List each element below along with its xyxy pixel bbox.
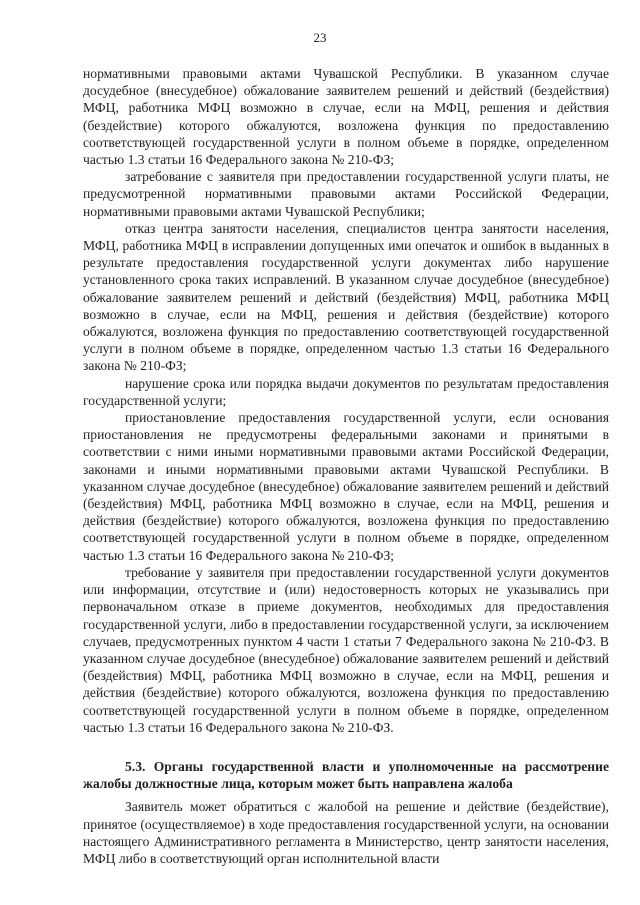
paragraph-correction-refusal: отказ центра занятости населения, специалистов центра занятости населения, МФЦ, работника МФЦ в исправлении допущенных ими опечаток и ошибок в выданных в результате предоставления государственной услуги документах либо нарушение установленного срока таких исправлений. В указанном случае досудебное (внесудебное) обжалование заявителем решений и действий (бездействия) МФЦ, работника МФЦ возможно в случае, если на МФЦ, решения и действия (бездействие) которого обжалуются, возложена функция по предоставлению соответствующей государственной услуги в полном объеме в порядке, определенном частью 1.3 статьи 16 Федерального закона № 210-ФЗ;: [83, 220, 609, 374]
paragraph-document-demand: требование у заявителя при предоставлении государственной услуги документов или информации, отсутствие и (или) недостоверность которых не указывались при первоначальном отказе в приеме документов, необходимых для предоставления государственной услуги, либо в предоставлении государственной услуги, за исключением случаев, предусмотренных пунктом 4 части 1 статьи 7 Федерального закона № 210-ФЗ. В указанном случае досудебное (внесудебное) обжалование заявителем решений и действий (бездействия) МФЦ, работника МФЦ возможно в случае, если на МФЦ, решения и действия (бездействие) которого обжалуются, возложена функция по предоставлению соответствующей государственной услуги в полном объеме в порядке, определенном частью 1.3 статьи 16 Федерального закона № 210-ФЗ.: [83, 564, 609, 735]
document-body: [83, 65, 609, 867]
page-number: 23: [313, 30, 327, 45]
paragraph-delivery-violation: нарушение срока или порядка выдачи документов по результатам предоставления государственной услуги;: [83, 375, 609, 408]
section-body-paragraph: Заявитель может обратиться с жалобой на решение и действие (бездействие), принятое (осуществляемое) в ходе предоставления государственной услуги, на основании настоящего Административного регламента в Министерство, центр занятости населения, МФЦ либо в соответствующий орган исполнительной власти: [83, 799, 609, 866]
paragraph-suspension: приостановление предоставления государственной услуги, если основания приостановления не предусмотрены федеральными законами и принятыми в соответствии с ними иными нормативными правовыми актами Российской Федерации, законами и иными нормативными правовыми актами Чувашской Республики. В указанном случае досудебное (внесудебное) обжалование заявителем решений и действий (бездействия) МФЦ, работника МФЦ возможно в случае, если на МФЦ, решения и действия (бездействие) которого обжалуются, возложена функция по предоставлению соответствующей государственной услуги в полном объеме в порядке, определенном частью 1.3 статьи 16 Федерального закона № 210-ФЗ;: [83, 410, 609, 563]
paragraph-continuation: нормативными правовыми актами Чувашской Республики. В указанном случае досудебное (внесудебное) обжалование заявителем решений и действий (бездействия) МФЦ, работника МФЦ возможно в случае, если на МФЦ, решения и действия (бездействие) которого обжалуются, возложена функция по предоставлению соответствующей государственной услуги в полном объеме в порядке, определенном частью 1.3 статьи 16 Федерального закона № 210-ФЗ;: [83, 66, 609, 168]
section-heading: 5.3. Органы государственной власти и уполномоченные на рассмотрение жалобы должностные лица, которым может быть направлена жалоба: [83, 758, 609, 792]
paragraph-fee-demand: затребование с заявителя при предоставлении государственной услуги платы, не предусмотренной нормативными правовыми актами Российской Федерации, нормативными правовыми актами Чувашской Республики;: [83, 169, 609, 219]
